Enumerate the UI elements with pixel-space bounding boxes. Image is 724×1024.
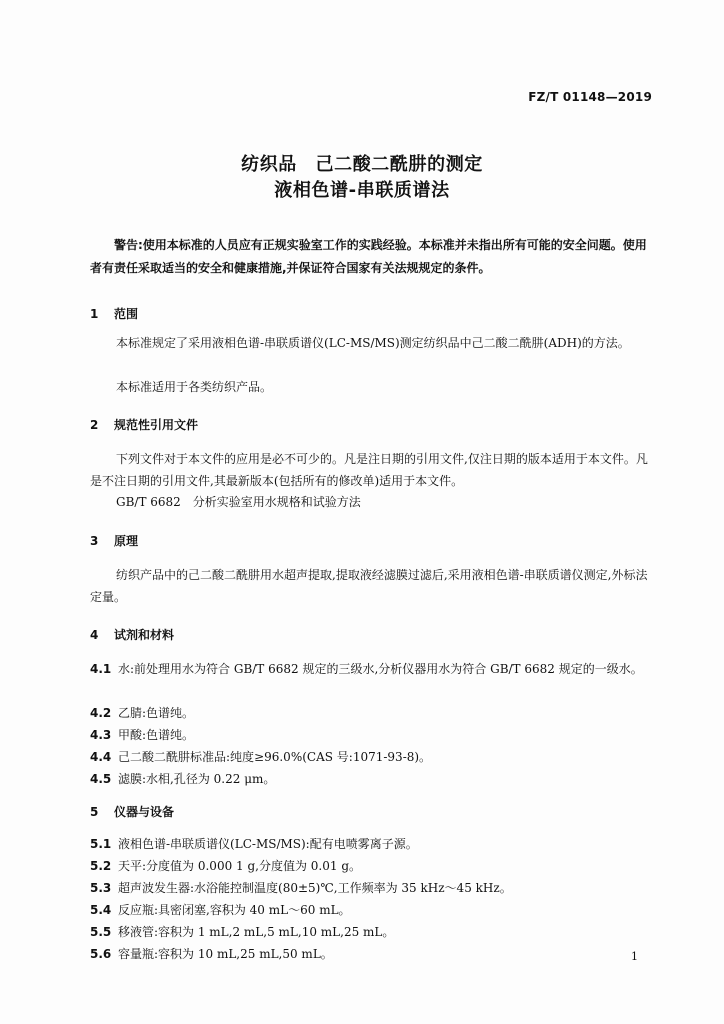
clause-5-6 xyxy=(90,943,656,965)
section-number: 2 xyxy=(90,418,99,432)
clause-5-3 xyxy=(90,877,656,899)
section-1-heading xyxy=(90,305,138,322)
section-title: 范围 xyxy=(114,307,139,321)
clause-number: 4.3 xyxy=(90,728,112,742)
section-title: 试剂和材料 xyxy=(114,628,175,642)
section-4-heading xyxy=(90,626,174,643)
section-3-paragraph-1: 纺织产品中的己二酸二酰肼用水超声提取,提取液经滤膜过滤后,采用液相色谱-串联质谱仪测定,外标法定量。 xyxy=(90,568,648,604)
standard-number: FZ/T 01148—2019 xyxy=(528,90,652,104)
clause-text: 容量瓶:容积为 10 mL,25 mL,50 mL。 xyxy=(118,947,333,961)
clause-4-5 xyxy=(90,768,656,790)
clause-5-2 xyxy=(90,855,656,877)
section-number: 4 xyxy=(90,628,99,642)
section-1-paragraph-2: 本标准适用于各类纺织产品。 xyxy=(116,380,273,394)
clause-number: 5.4 xyxy=(90,903,112,917)
section-number: 5 xyxy=(90,805,99,819)
safety-warning: 警告:使用本标准的人员应有正规实验室工作的实践经验。本标准并未指出所有可能的安全问题。使用者有责任采取适当的安全和健康措施,并保证符合国家有关法规规定的条件。 xyxy=(90,238,647,275)
section-title: 仪器与设备 xyxy=(114,805,175,819)
clause-number: 4.2 xyxy=(90,706,112,720)
section-title: 原理 xyxy=(114,534,139,548)
clause-4-4 xyxy=(90,746,656,768)
section-number: 3 xyxy=(90,534,99,548)
clause-number: 5.3 xyxy=(90,881,112,895)
clause-number: 4.5 xyxy=(90,772,112,786)
clause-number: 4.4 xyxy=(90,750,112,764)
clause-4-2 xyxy=(90,702,656,724)
clause-text: 水:前处理用水为符合 GB/T 6682 规定的三级水,分析仪器用水为符合 GB/T 6682 规定的一级水。 xyxy=(118,662,643,676)
clause-text: 天平:分度值为 0.000 1 g,分度值为 0.01 g。 xyxy=(118,859,362,873)
section-2-heading xyxy=(90,416,198,433)
clause-4-1 xyxy=(90,658,656,680)
clause-number: 5.2 xyxy=(90,859,112,873)
clause-4-3 xyxy=(90,724,656,746)
page-number: 1 xyxy=(631,950,638,963)
clause-number: 5.1 xyxy=(90,837,112,851)
clause-number: 5.6 xyxy=(90,947,112,961)
clause-text: 己二酸二酰肼标准品:纯度≥96.0%(CAS 号:1071-93-8)。 xyxy=(118,750,432,764)
section-1-paragraph-1: 本标准规定了采用液相色谱-串联质谱仪(LC-MS/MS)测定纺织品中己二酸二酰肼(ADH)的方法。 xyxy=(116,336,630,350)
section-3-heading xyxy=(90,532,138,549)
clause-text: 乙腈:色谱纯。 xyxy=(118,706,195,720)
clause-number: 4.1 xyxy=(90,662,112,676)
clause-text: 滤膜:水相,孔径为 0.22 μm。 xyxy=(118,772,276,786)
normative-reference: GB/T 6682 分析实验室用水规格和试验方法 xyxy=(116,495,361,509)
section-title: 规范性引用文件 xyxy=(114,418,199,432)
document-subtitle: 液相色谱-串联质谱法 xyxy=(274,180,450,201)
clause-text: 移液管:容积为 1 mL,2 mL,5 mL,10 mL,25 mL。 xyxy=(118,925,395,939)
clause-text: 反应瓶:具密闭塞,容积为 40 mL～60 mL。 xyxy=(118,903,351,917)
section-number: 1 xyxy=(90,307,99,321)
clause-number: 5.5 xyxy=(90,925,112,939)
clause-5-5 xyxy=(90,921,656,943)
clause-5-1 xyxy=(90,833,656,855)
clause-text: 液相色谱-串联质谱仪(LC-MS/MS):配有电喷雾离子源。 xyxy=(118,837,418,851)
document-title: 纺织品 己二酸二酰肼的测定 xyxy=(241,154,483,175)
clause-text: 超声波发生器:水浴能控制温度(80±5)℃,工作频率为 35 kHz～45 kHz。 xyxy=(118,881,512,895)
section-2-paragraph-1: 下列文件对于本文件的应用是必不可少的。凡是注日期的引用文件,仅注日期的版本适用于本文件。凡是不注日期的引用文件,其最新版本(包括所有的修改单)适用于本文件。 xyxy=(90,452,648,488)
section-5-heading xyxy=(90,803,174,820)
clause-5-4 xyxy=(90,899,656,921)
clause-text: 甲酸:色谱纯。 xyxy=(118,728,195,742)
